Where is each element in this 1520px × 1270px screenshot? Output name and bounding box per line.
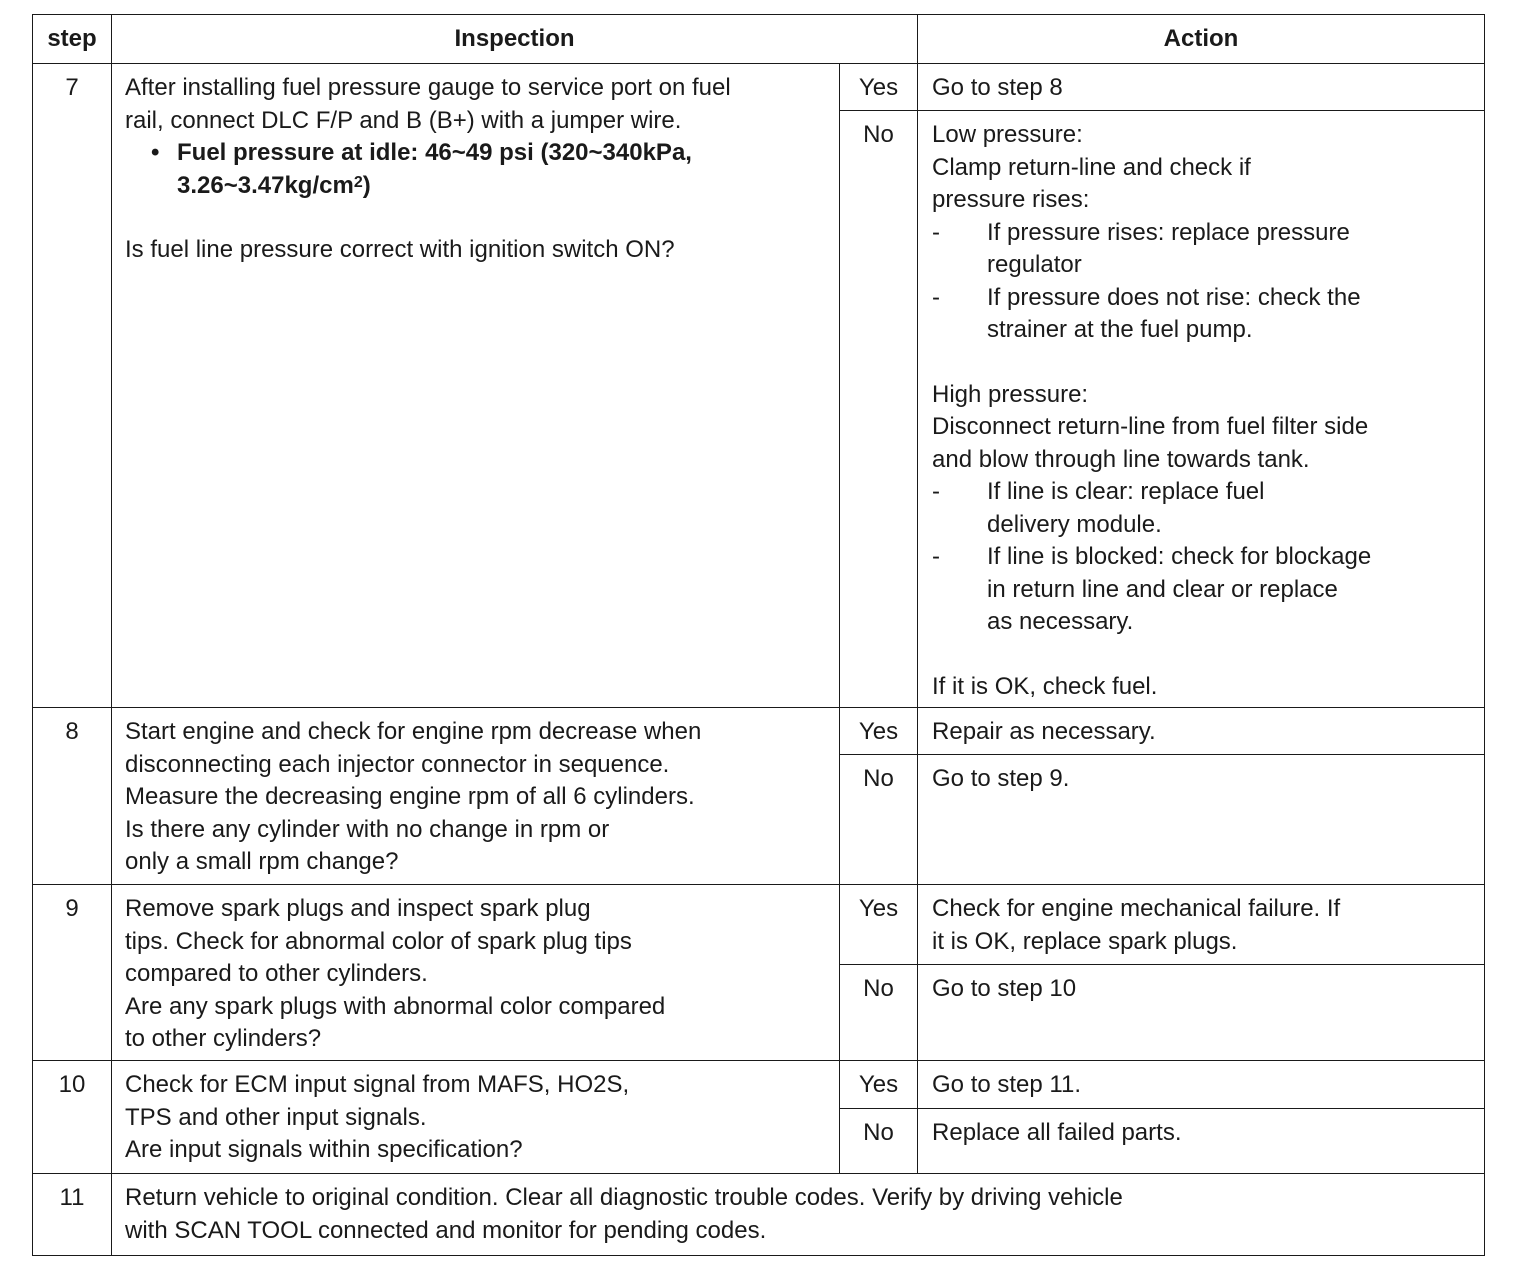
yes-label: Yes [840, 885, 918, 965]
step-7-inspection [112, 64, 840, 708]
spec-line: 3.26~3.47kg/cm [177, 171, 354, 199]
action-line: Clamp return-line and check if [932, 153, 1251, 181]
no-label: No [840, 111, 918, 708]
step-10-number: 10 [33, 1061, 112, 1174]
step-9-number: 9 [33, 885, 112, 1061]
step-8-yes-row [33, 708, 1485, 755]
step-11-instruction: Return vehicle to original condition. Clear all diagnostic trouble codes. Verify by driving vehicle with SCAN TOOL connected and monitor for pending codes. [112, 1174, 1485, 1256]
step-8-number: 8 [33, 708, 112, 885]
dash-marker: - [932, 543, 941, 570]
step-7-yes-row [33, 64, 1485, 111]
dash-marker: - [932, 283, 941, 311]
step-10-no-action: Replace all failed parts. [918, 1109, 1485, 1174]
step-7-no-action [918, 111, 1485, 708]
step-8-yes-action: Repair as necessary. [918, 708, 1485, 755]
yes-label: Yes [840, 64, 918, 111]
dash-marker: - [932, 478, 941, 505]
dash-marker: - [932, 218, 941, 246]
no-label: No [840, 755, 918, 885]
header-action: Action [918, 15, 1485, 64]
step-11-number: 11 [33, 1174, 112, 1256]
step-9-no-action: Go to step 10 [918, 965, 1485, 1061]
step-9-inspection: Remove spark plugs and inspect spark plug tips. Check for abnormal color of spark plug tips compared to other cylinders. Are any spark plugs with abnormal color compared to other cylinders? [112, 885, 840, 1061]
step-10-yes-row [33, 1061, 1485, 1109]
no-label: No [840, 965, 918, 1061]
action-line: and blow through line towards tank. [932, 445, 1310, 473]
inspection-line: After installing fuel pressure gauge to service port on fuel [125, 74, 731, 101]
low-pressure-title: Low pressure: [932, 121, 1083, 148]
action-line: Disconnect return-line from fuel filter side [932, 413, 1369, 440]
header-inspection: Inspection [112, 15, 918, 64]
step-7-number: 7 [33, 64, 112, 708]
header-row [33, 15, 1485, 64]
bullet-dot: • [151, 139, 160, 166]
high-pressure-item: - If line is clear: replace fuel delivery module. [932, 476, 1474, 541]
yes-label: Yes [840, 708, 918, 755]
low-pressure-item: - If pressure does not rise: check the strainer at the fuel pump. [932, 282, 1474, 347]
step-10-yes-action: Go to step 11. [918, 1061, 1485, 1109]
step-10-inspection: Check for ECM input signal from MAFS, HO2S, TPS and other input signals. Are input signals within specification? [112, 1061, 840, 1174]
action-line: pressure rises: [932, 186, 1090, 213]
fuel-pressure-spec [151, 137, 827, 202]
step-9-yes-action: Check for engine mechanical failure. If it is OK, replace spark plugs. [918, 885, 1485, 965]
diagnostic-table [32, 14, 1485, 1256]
step-9-yes-row [33, 885, 1485, 965]
diagnostic-procedure-sheet [32, 14, 1484, 1256]
step-7-yes-action: Go to step 8 [918, 64, 1485, 111]
spec-line: Fuel pressure at idle: 46~49 psi (320~340kPa, [177, 139, 692, 166]
spec-superscript: 2 [353, 173, 363, 191]
spec-close: ) [362, 171, 371, 199]
header-step: step [33, 15, 112, 64]
step-8-no-action: Go to step 9. [918, 755, 1485, 885]
no-label: No [840, 1109, 918, 1174]
step-11-row [33, 1174, 1485, 1256]
high-pressure-title: High pressure: [932, 380, 1089, 408]
inspection-line: rail, connect DLC F/P and B (B+) with a jumper wire. [125, 106, 682, 134]
final-check: If it is OK, check fuel. [932, 672, 1158, 700]
high-pressure-item: - If line is blocked: check for blockage in return line and clear or replace as necessary. [932, 541, 1474, 639]
step-8-inspection: Start engine and check for engine rpm decrease when disconnecting each injector connector in sequence. Measure the decreasing engine rpm of all 6 cylinders. Is there any cylinder with no change in rpm or only a small rpm change? [112, 708, 840, 885]
yes-label: Yes [840, 1061, 918, 1109]
inspection-question: Is fuel line pressure correct with ignition switch ON? [125, 236, 675, 263]
low-pressure-item: - If pressure rises: replace pressure regulator [932, 217, 1474, 282]
